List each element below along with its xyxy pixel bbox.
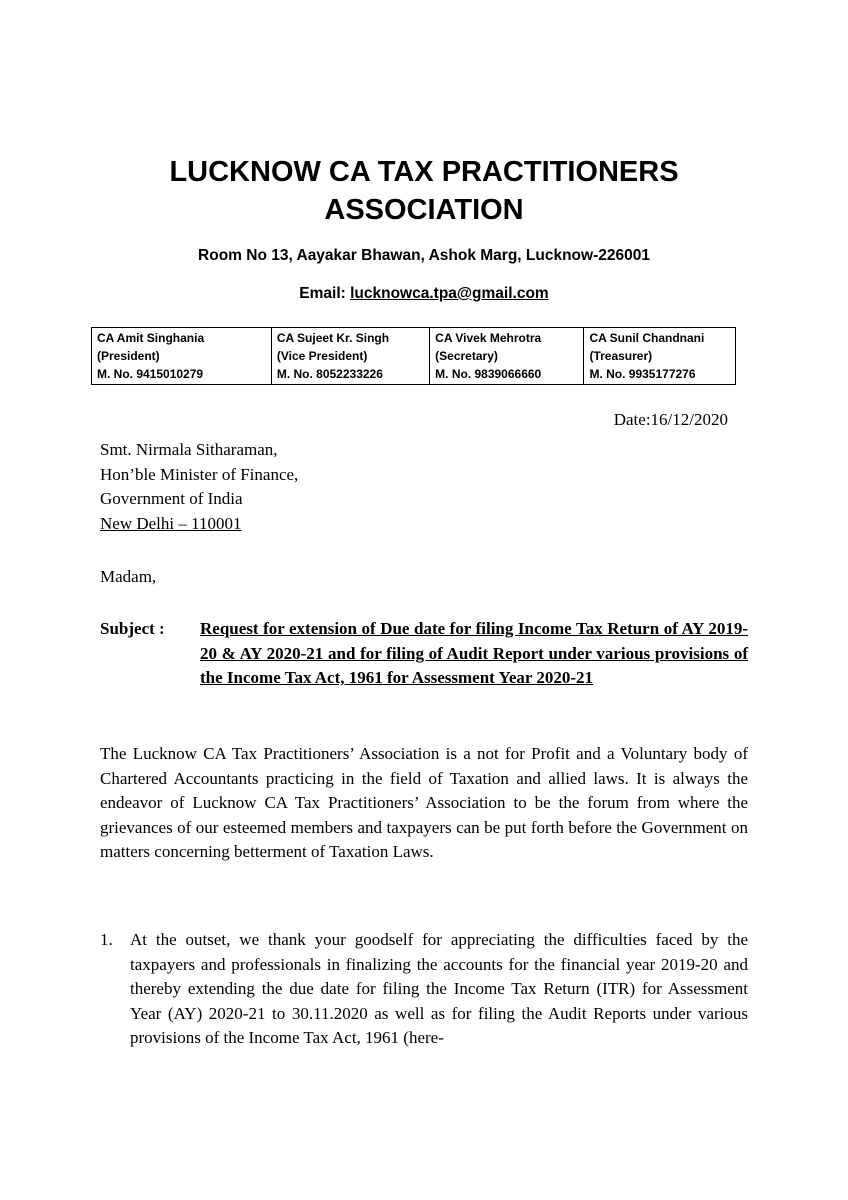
- association-title-line-1: LUCKNOW CA TAX PRACTITIONERS: [169, 156, 679, 188]
- officer-name: CA Vivek Mehrotra: [435, 331, 542, 345]
- email-line: [100, 283, 748, 305]
- addressee-city: New Delhi – 110001: [100, 513, 242, 533]
- salutation: Madam,: [100, 567, 157, 586]
- email-label: Email:: [299, 285, 351, 302]
- officer-cell-treasurer: [584, 328, 736, 385]
- addressee-organization: Government of India: [100, 489, 243, 508]
- subject-text: Request for extension of Due date for filing Income Tax Return of AY 2019-20 & AY 2020-21 and for filing of Audit Report under various provisions of the Income Tax Act, 1961 for Assessment Year 2020-21: [200, 619, 748, 687]
- officer-mobile: M. No. 9839066660: [435, 367, 542, 381]
- point-text: At the outset, we thank your goodself for appreciating the difficulties faced by the taxpayers and professionals in finalizing the accounts for the financial year 2019-20 and thereby extending the due date for filing the Income Tax Return (ITR) for Assessment Year (AY) 2020-21 to 30.11.2020 as well as for filing the Audit Reports under various provisions of the Income Tax Act, 1961 (here-: [130, 930, 748, 1047]
- officer-name: CA Amit Singhania: [97, 331, 205, 345]
- letter-date: Date:16/12/2020: [613, 410, 728, 429]
- office-bearers-row: [92, 328, 736, 385]
- intro-paragraph: The Lucknow CA Tax Practitioners’ Association is a not for Profit and a Voluntary body of Chartered Accountants practicing in the field of Taxation and allied laws. It is always the endeavor of Lucknow CA Tax Practitioners’ Association to be the forum from where the grievances of our esteemed members and taxpayers can be put forth before the Government on matters concerning betterment of Taxation Laws.: [100, 744, 748, 861]
- officer-name: CA Sujeet Kr. Singh: [276, 331, 390, 345]
- association-title-line-2: ASSOCIATION: [324, 194, 524, 226]
- addressee-designation: Hon’ble Minister of Finance,: [100, 464, 299, 484]
- office-bearers-table: [91, 327, 736, 385]
- association-address: Room No 13, Aayakar Bhawan, Ashok Marg, Lucknow-226001: [198, 247, 650, 264]
- email-link[interactable]: lucknowca.tpa@gmail.com: [350, 285, 549, 302]
- officer-cell-vice-president: [271, 328, 429, 385]
- officer-name: CA Sunil Chandnani: [589, 331, 705, 345]
- officer-cell-secretary: [430, 328, 584, 385]
- officer-mobile: M. No. 9935177276: [589, 367, 696, 381]
- officer-role: (Treasurer): [589, 349, 653, 363]
- officer-mobile: M. No. 8052233226: [276, 367, 383, 381]
- point-number: 1.: [100, 930, 113, 949]
- addressee-block: [100, 438, 500, 536]
- officer-cell-president: [92, 328, 272, 385]
- officer-role: (President): [97, 349, 160, 363]
- officer-role: (Vice President): [276, 349, 368, 363]
- addressee-name: Smt. Nirmala Sitharaman,: [100, 440, 278, 459]
- officer-mobile: M. No. 9415010279: [97, 367, 204, 381]
- officer-role: (Secretary): [435, 349, 498, 363]
- addressee-city-line: [100, 512, 500, 537]
- subject-label: Subject :: [100, 619, 165, 638]
